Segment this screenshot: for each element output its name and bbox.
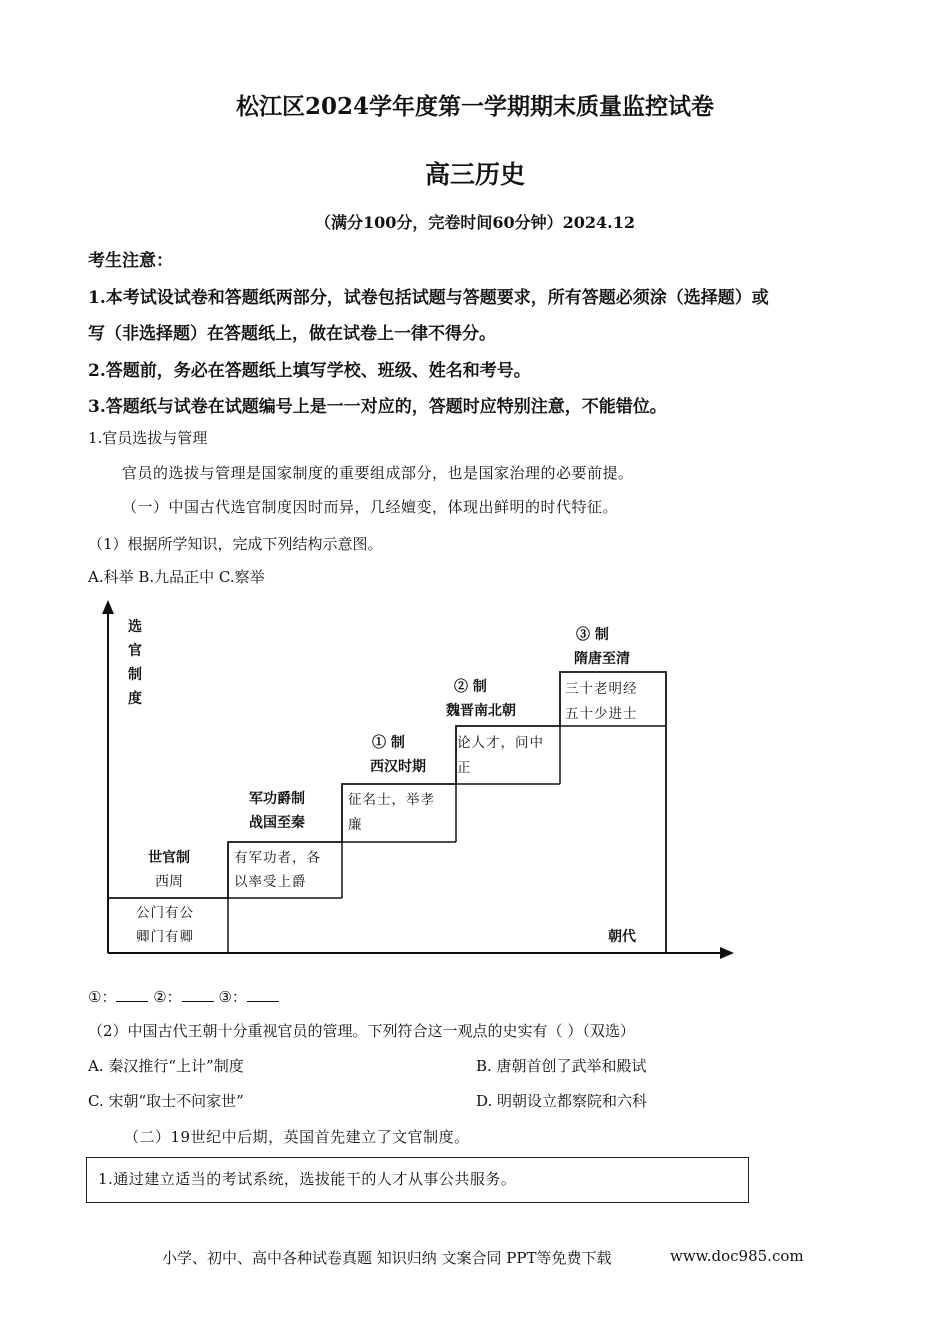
answer-3-blank[interactable] [247,987,279,1002]
question-1-part-1: （一）中国古代选官制度因时而异，几经嬗变，体现出鲜明的时代特征。 [122,498,619,516]
selection-system-diagram [80,596,750,966]
step-4-era: 魏晋南北朝 [446,703,516,719]
step-1-desc-1: 公门有公 [136,905,194,921]
answer-blanks [88,986,279,1007]
step-2-era: 战国至秦 [249,815,305,831]
part-2-heading: （二）19世纪中后期，英国首先建立了文官制度。 [124,1128,470,1146]
question-2-stem: （2）中国古代王朝十分重视官员的管理。下列符合这一观点的史实有（ ）（双选） [88,1022,635,1040]
question-2-option-d[interactable]: D. 明朝设立都察院和六科 [476,1092,648,1110]
subject-title: 高三历史 [424,160,525,189]
exam-meta: （满分100分，完卷时间60分钟）2024.12 [314,213,636,232]
y-axis-arrow [102,600,114,614]
notice-line-1b: 写（非选择题）在答题纸上，做在试卷上一律不得分。 [88,324,496,344]
step-1-desc-2: 卿门有卿 [136,929,194,945]
question-2-option-a[interactable]: A. 秦汉推行“上计”制度 [88,1057,244,1075]
question-1-options: A.科举 B.九品正中 C.察举 [88,568,265,586]
question-1-intro: 官员的选拔与管理是国家制度的重要组成部分，也是国家治理的必要前提。 [122,464,634,482]
y-axis-char-3: 制 [128,667,142,683]
quote-box-text: 1.通过建立适当的考试系统，选拔能干的人才从事公共服务。 [98,1170,517,1188]
step-3-era: 西汉时期 [370,759,426,775]
answer-2-blank[interactable] [182,987,214,1002]
exam-title: 松江区2024学年度第一学期期末质量监控试卷 [235,93,714,120]
step-1-system: 世官制 [148,850,190,866]
footer-text: 小学、初中、高中各种试卷真题 知识归纳 文案合同 PPT等免费下载 [162,1249,612,1267]
step-5-era: 隋唐至清 [574,651,630,667]
x-axis-arrow [720,947,734,959]
step-5-system: ③ 制 [576,627,609,643]
notice-line-2: 2.答题前，务必在答题纸上填写学校、班级、姓名和考号。 [88,361,531,381]
step-3-desc-1: 征名士，举孝 [348,792,435,808]
footer-url[interactable]: www.doc985.com [670,1247,804,1265]
notice-line-1a: 1.本考试设试卷和答题纸两部分，试卷包括试题与答题要求，所有答题必须涂（选择题）或 [88,288,769,308]
y-axis-char-2: 官 [128,643,142,659]
step-1-era: 西周 [155,874,183,890]
step-3-system: ① 制 [372,735,405,751]
step-2-system: 军功爵制 [249,791,305,807]
quote-box [86,1157,749,1203]
y-axis-char-4: 度 [128,691,142,707]
answer-1-blank[interactable] [116,987,148,1002]
x-axis-label: 朝代 [608,929,636,945]
step-4-desc-2: 正 [457,760,472,776]
answer-1-label: ①： [88,988,117,1006]
answer-3-label: ③： [218,988,247,1006]
question-2-option-c[interactable]: C. 宋朝“取士不问家世” [88,1092,244,1110]
step-5-desc-1: 三十老明经 [565,681,638,697]
question-1-heading: 1.官员选拔与管理 [88,429,208,447]
step-2-desc-1: 有军功者，各 [234,850,321,866]
step-5-desc-2: 五十少进士 [565,706,638,722]
question-1-sub-1: （1）根据所学知识，完成下列结构示意图。 [88,535,383,553]
y-axis-char-1: 选 [128,619,142,635]
step-4-desc-1: 论人才，问中 [457,735,544,751]
step-3-desc-2: 廉 [348,817,363,833]
question-2-option-b[interactable]: B. 唐朝首创了武举和殿试 [476,1057,647,1075]
step-2-desc-2: 以率受上爵 [234,874,307,890]
notice-heading: 考生注意： [88,251,173,271]
answer-2-label: ②： [153,988,182,1006]
notice-line-3: 3.答题纸与试卷在试题编号上是一一对应的，答题时应特别注意，不能错位。 [88,397,667,417]
step-4-system: ② 制 [454,679,487,695]
